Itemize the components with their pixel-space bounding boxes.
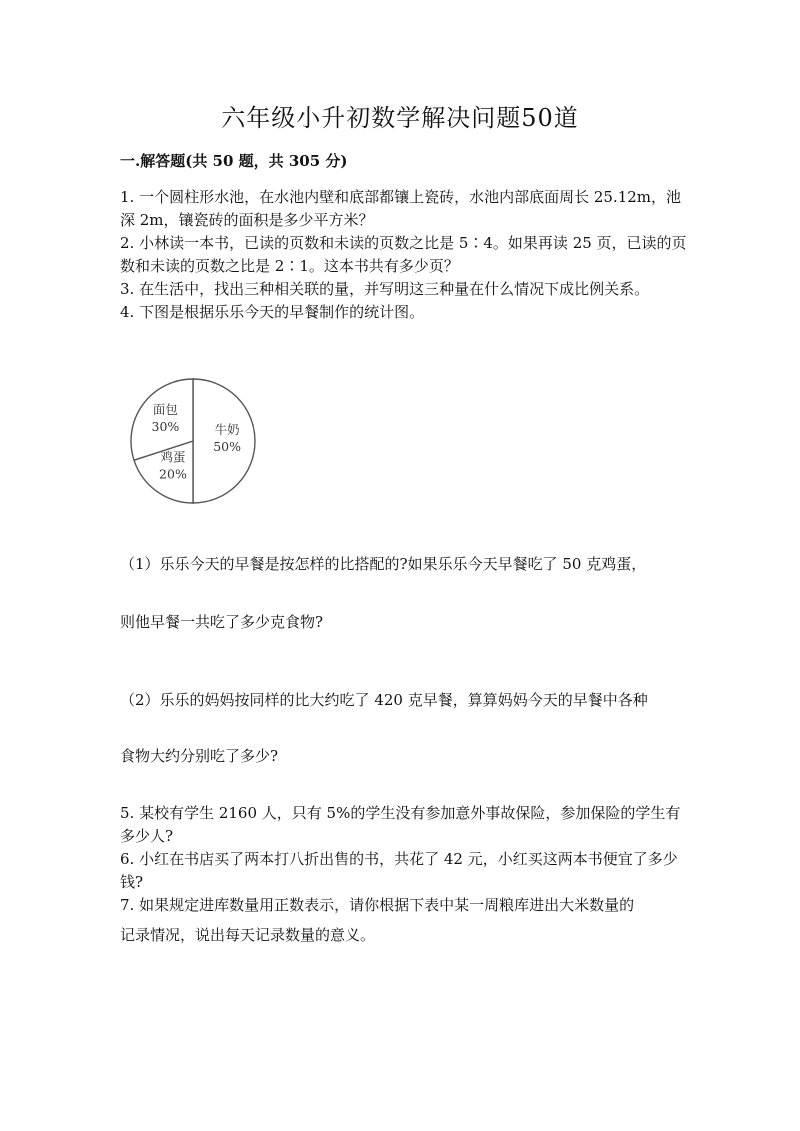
q4-part2-line1: （2）乐乐的妈妈按同样的比大约吃了 420 克早餐，算算妈妈今天的早餐中各种 bbox=[120, 691, 648, 709]
pie-value-2: 20% bbox=[159, 466, 187, 482]
question-3: 3. 在生活中，找出三种相关联的量，并写明这三种量在什么情况下成比例关系。 bbox=[120, 280, 650, 298]
pie-value-3: 30% bbox=[151, 418, 180, 434]
pie-label-3: 面包 bbox=[152, 401, 178, 417]
q4-part1-line2: 则他早餐一共吃了多少克食物? bbox=[120, 613, 324, 631]
question-1: 1. 一个圆柱形水池，在水池内壁和底部都镶上瓷砖，水池内部底面周长 25.12m，池深 2m，镶瓷砖的面积是多少平方米？ bbox=[120, 188, 682, 229]
question-6: 6. 小红在书店买了两本打八折出售的书，共花了 42 元，小红买这两本书便宜了多少钱? bbox=[120, 850, 678, 891]
section-heading: 一.解答题(共 50 题，共 305 分) bbox=[120, 152, 348, 170]
question-list-a bbox=[120, 186, 690, 324]
pie-value-1: 50% bbox=[213, 439, 241, 454]
question-5: 5. 某校有学生 2160 人，只有 5%的学生没有参加意外事故保险，参加保险的学生有多少人? bbox=[120, 804, 681, 845]
question-list-b bbox=[120, 802, 690, 917]
q4-part2-line2: 食物大约分别吃了多少? bbox=[120, 747, 279, 765]
pie-label-2: 鸡蛋 bbox=[160, 449, 186, 465]
page-title: 六年级小升初数学解决问题50道 bbox=[221, 104, 579, 132]
question-2: 2. 小林读一本书，已读的页数和未读的页数之比是 5∶4。如果再读 25 页，已读的页数和未读的页数之比是 2∶1。这本书共有多少页？ bbox=[120, 234, 687, 275]
question-4: 4. 下图是根据乐乐今天的早餐制作的统计图。 bbox=[120, 303, 425, 321]
question-7-line2: 记录情况，说出每天记录数量的意义。 bbox=[120, 926, 376, 944]
pie-label-1: 牛奶 bbox=[214, 422, 240, 437]
q4-part1-line1: （1）乐乐今天的早餐是按怎样的比搭配的?如果乐乐今天早餐吃了 50 克鸡蛋， bbox=[120, 555, 647, 573]
question-7: 7. 如果规定进库数量用正数表示，请你根据下表中某一周粮库进出大米数量的 bbox=[120, 896, 635, 914]
breakfast-pie-chart bbox=[128, 376, 258, 506]
